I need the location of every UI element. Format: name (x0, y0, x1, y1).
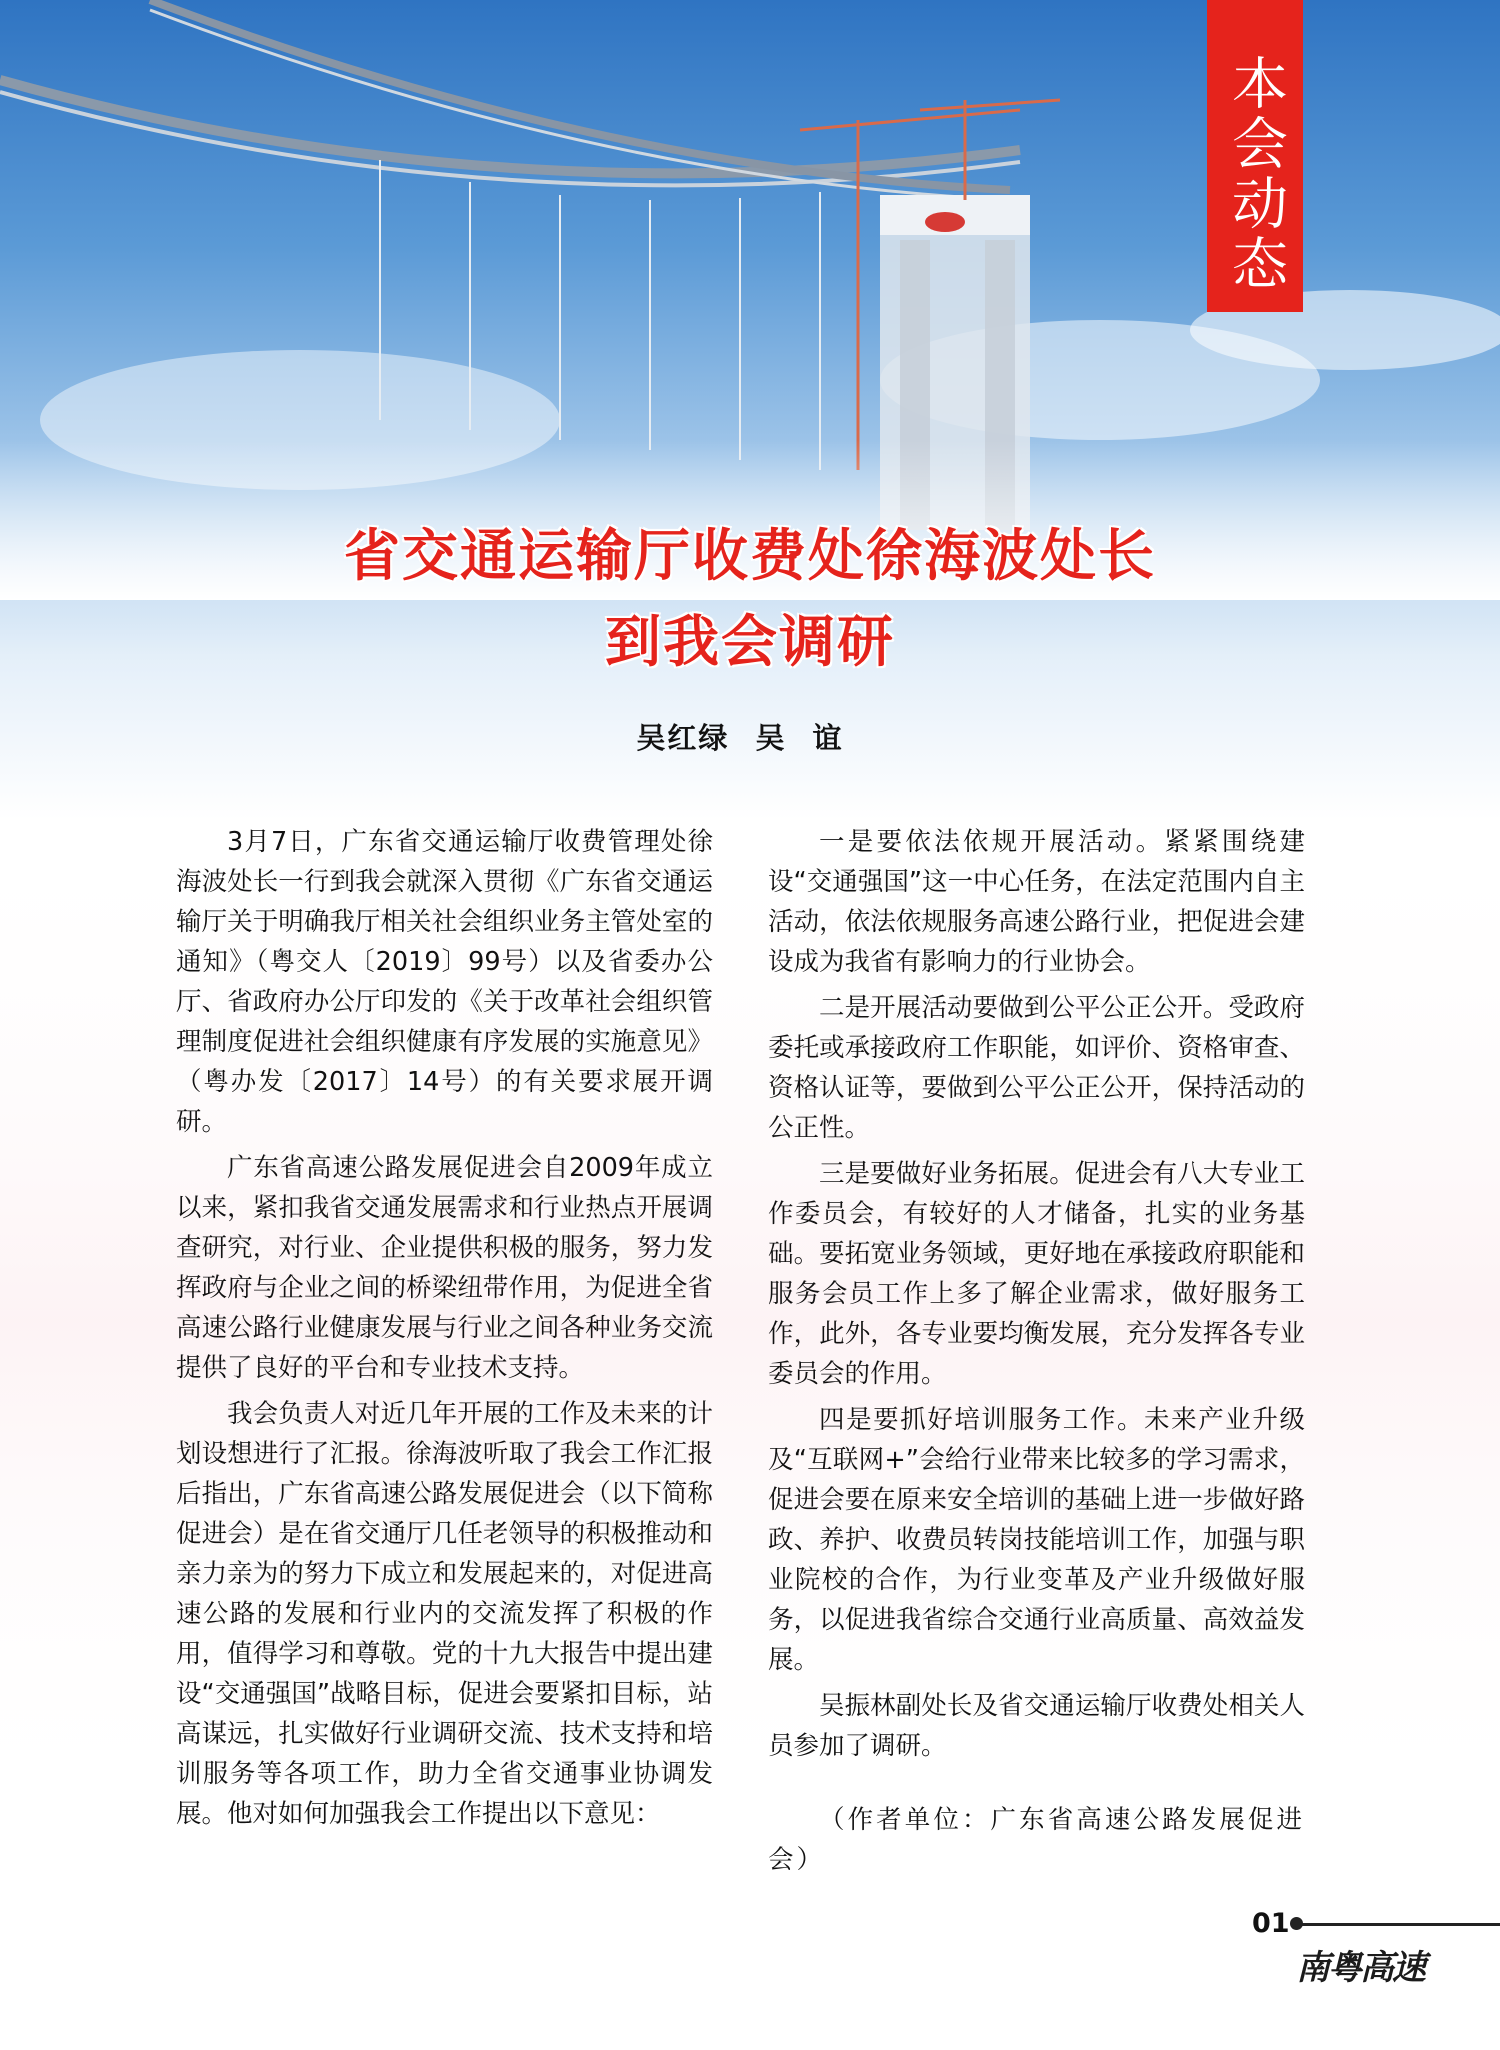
paragraph: 广东省高速公路发展促进会自2009年成立以来，紧扣我省交通发展需求和行业热点开展调查研究，对行业、企业提供积极的服务，努力发挥政府与企业之间的桥梁纽带作用，为促进全省高速公路行业健康发展与行业之间各种业务交流提供了良好的平台和专业技术支持。 (176, 1153, 713, 1383)
left-column (176, 822, 713, 1834)
paragraph: 我会负责人对近几年开展的工作及未来的计划设想进行了汇报。徐海波听取了我会工作汇报后指出，广东省高速公路发展促进会（以下简称促进会）是在省交通厅几任老领导的积极推动和亲力亲为的努力下成立和发展起来的，对促进高速公路的发展和行业内的交流发挥了积极的作用，值得学习和尊敬。党的十九大报告中提出建设“交通强国”战略目标，促进会要紧扣目标，站高谋远，扎实做好行业调研交流、技术支持和培训服务等各项工作，助力全省交通事业协调发展。他对如何加强我会工作提出以下意见： (176, 1399, 713, 1829)
paragraph: 一是要依法依规开展活动。紧紧围绕建设“交通强国”这一中心任务，在法定范围内自主活动，依法依规服务高速公路行业，把促进会建设成为我省有影响力的行业协会。 (768, 827, 1305, 977)
page-number: 01 (1252, 1908, 1290, 1939)
paragraph: 二是开展活动要做到公平公正公开。受政府委托或承接政府工作职能，如评价、资格审查、资格认证等，要做到公平公正公开，保持活动的公正性。 (768, 993, 1305, 1143)
paragraph: 吴振林副处长及省交通运输厅收费处相关人员参加了调研。 (768, 1691, 1305, 1761)
magazine-logo: 南粤高速 (1296, 1948, 1424, 1988)
paragraph: 三是要做好业务拓展。促进会有八大专业工作委员会，有较好的人才储备，扎实的业务基础。要拓宽业务领域，更好地在承接政府职能和服务会员工作上多了解企业需求，做好服务工作，此外，各专业要均衡发展，充分发挥各专业委员会的作用。 (768, 1159, 1305, 1389)
right-column (768, 822, 1305, 1880)
author-affiliation-note: （作者单位：广东省高速公路发展促进会） (768, 1805, 1305, 1875)
paragraph: 3月7日，广东省交通运输厅收费管理处徐海波处长一行到我会就深入贯彻《广东省交通运输厅关于明确我厅相关社会组织业务主管处室的通知》（粤交人〔2019〕99号）以及省委办公厅、省政府办公厅印发的《关于改革社会组织管理制度促进社会组织健康有序发展的实施意见》（粤办发〔2017〕14号）的有关要求展开调研。 (176, 827, 713, 1137)
section-tag-label: 本会动态 (1223, 54, 1288, 294)
page-rule-line (1296, 1923, 1500, 1926)
article-authors: 吴红绿 吴 谊 (636, 721, 844, 755)
article-title-line1: 省交通运输厅收费处徐海波处长 (344, 523, 1156, 589)
paragraph: 四是要抓好培训服务工作。未来产业升级及“互联网+”会给行业带来比较多的学习需求，促进会要在原来安全培训的基础上进一步做好路政、养护、收费员转岗技能培训工作，加强与职业院校的合作，为行业变革及产业升级做好服务，以促进我省综合交通行业高质量、高效益发展。 (768, 1405, 1305, 1675)
section-tag (1207, 0, 1303, 312)
article-title-line2: 到我会调研 (605, 609, 895, 675)
